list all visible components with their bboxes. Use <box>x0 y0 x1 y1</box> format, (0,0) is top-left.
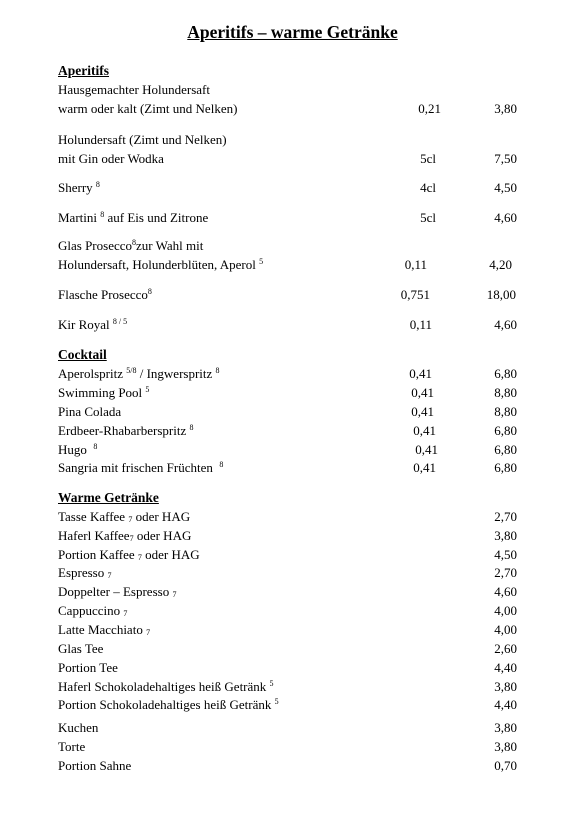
item-quantity: 0,41 <box>411 385 434 400</box>
item-name: Torte <box>58 739 86 754</box>
item-name-detail: / Ingwerspritz <box>139 366 213 381</box>
item-name: Glas Tee <box>58 641 104 656</box>
footnote-marker: 8 <box>219 460 224 469</box>
item-name-detail: oder HAG <box>145 547 200 562</box>
item-name: Haferl Kaffee <box>58 528 130 543</box>
item-name: Martini <box>58 210 97 225</box>
item-quantity: 4cl <box>420 180 436 195</box>
item-quantity: 5cl <box>420 210 436 225</box>
item-name-cont: Holundersaft, Holunderblüten, Aperol <box>58 257 256 272</box>
item-quantity: 0,41 <box>415 442 438 457</box>
footnote-marker: 8 <box>100 210 105 219</box>
footnote-marker: 5 <box>269 679 274 688</box>
item-name: Sangria mit frischen Früchten <box>58 460 213 475</box>
item-name-cont: warm oder kalt (Zimt und Nelken) <box>58 101 238 116</box>
item-name: Portion Sahne <box>58 758 132 773</box>
item-quantity: 0,11 <box>404 257 427 272</box>
item-name: Portion Schokoladehaltiges heiß Getränk <box>58 697 272 712</box>
item-quantity: 5cl <box>420 151 436 166</box>
footnote-marker: 7 <box>128 515 133 524</box>
item-quantity: 0,41 <box>413 423 436 438</box>
item-name: Latte Macchiato <box>58 622 143 637</box>
item-quantity: 0,751 <box>400 287 430 302</box>
item-name-detail: oder HAG <box>135 509 191 524</box>
item-name: Doppelter – Espresso <box>58 584 170 599</box>
footnote-marker: 5/8 <box>126 366 137 375</box>
item-price: 0,70 <box>494 758 517 773</box>
footnote-marker: 8 <box>93 442 98 451</box>
footnote-marker: 7 <box>172 590 177 599</box>
item-price: 8,80 <box>494 385 517 400</box>
item-price: 6,80 <box>494 442 517 457</box>
item-price: 6,80 <box>494 460 517 475</box>
footnote-marker: 5 <box>259 257 264 266</box>
section-heading-cocktail: Cocktail <box>58 347 107 362</box>
item-name: Hugo <box>58 442 87 457</box>
footnote-marker: 7 <box>123 609 128 618</box>
item-name: Portion Kaffee <box>58 547 135 562</box>
item-name: Holundersaft (Zimt und Nelken) <box>58 132 227 147</box>
footnote-marker: 7 <box>107 571 112 580</box>
item-name: Pina Colada <box>58 404 122 419</box>
item-quantity: 0,41 <box>413 460 436 475</box>
item-price: 18,00 <box>486 287 516 302</box>
item-price: 4,50 <box>494 547 517 562</box>
item-name-detail: oder HAG <box>136 528 192 543</box>
item-name: Glas Prosecco <box>58 238 133 253</box>
item-name-cont: mit Gin oder Wodka <box>58 151 164 166</box>
footnote-marker: 7 <box>129 534 134 543</box>
item-name: Swimming Pool <box>58 385 143 400</box>
item-name-detail: auf Eis und Zitrone <box>107 210 209 225</box>
item-price: 3,80 <box>494 679 517 694</box>
item-price: 3,80 <box>494 720 517 735</box>
item-price: 4,40 <box>494 660 517 675</box>
item-price: 7,50 <box>494 151 517 166</box>
item-name: Kuchen <box>58 720 99 735</box>
item-name: Tasse Kaffee <box>58 509 126 524</box>
item-price: 4,60 <box>494 317 517 332</box>
item-name: Hausgemachter Holundersaft <box>58 82 210 97</box>
footnote-marker: 7 <box>137 553 142 562</box>
item-price: 4,00 <box>494 622 517 637</box>
footnote-marker: 8 <box>215 366 220 375</box>
item-price: 2,60 <box>494 641 517 656</box>
footnote-marker: 5 <box>274 697 279 706</box>
item-quantity: 0,41 <box>409 366 432 381</box>
footnote-marker: 8 <box>132 238 137 247</box>
item-price: 4,20 <box>489 257 512 272</box>
item-price: 8,80 <box>494 404 517 419</box>
item-price: 4,50 <box>494 180 517 195</box>
footnote-marker: 8 <box>189 423 194 432</box>
item-price: 3,80 <box>494 101 517 116</box>
item-name: Erdbeer-Rhabarberspritz <box>58 423 187 438</box>
item-quantity: 0,11 <box>409 317 432 332</box>
item-name: Sherry <box>58 180 93 195</box>
item-price: 2,70 <box>494 565 517 580</box>
item-name: Haferl Schokoladehaltiges heiß Getränk <box>58 679 267 694</box>
item-name: Aperolspritz <box>58 366 123 381</box>
item-price: 4,40 <box>494 697 517 712</box>
item-name: Kir Royal <box>58 317 110 332</box>
footnote-marker: 8 / 5 <box>112 317 128 326</box>
item-price: 3,80 <box>494 528 517 543</box>
item-price: 4,00 <box>494 603 517 618</box>
footnote-marker: 5 <box>145 385 150 394</box>
item-name: Flasche Prosecco <box>58 287 148 302</box>
item-name: Cappuccino <box>58 603 121 618</box>
item-price: 6,80 <box>494 366 517 381</box>
item-price: 4,60 <box>494 210 517 225</box>
item-price: 4,60 <box>494 584 517 599</box>
footnote-marker: 7 <box>146 628 151 637</box>
item-quantity: 0,21 <box>418 101 441 116</box>
item-price: 2,70 <box>494 509 517 524</box>
page-title: Aperitifs – warme Getränke <box>187 22 398 42</box>
section-heading-aperitifs: Aperitifs <box>58 63 109 78</box>
section-heading-warm-drinks: Warme Getränke <box>58 490 159 505</box>
footnote-marker: 8 <box>95 180 100 189</box>
item-price: 3,80 <box>494 739 517 754</box>
item-name-detail: zur Wahl mit <box>136 238 204 253</box>
footnote-marker: 8 <box>147 287 152 296</box>
item-name: Espresso <box>58 565 105 580</box>
item-price: 6,80 <box>494 423 517 438</box>
item-name: Portion Tee <box>58 660 118 675</box>
item-quantity: 0,41 <box>411 404 434 419</box>
